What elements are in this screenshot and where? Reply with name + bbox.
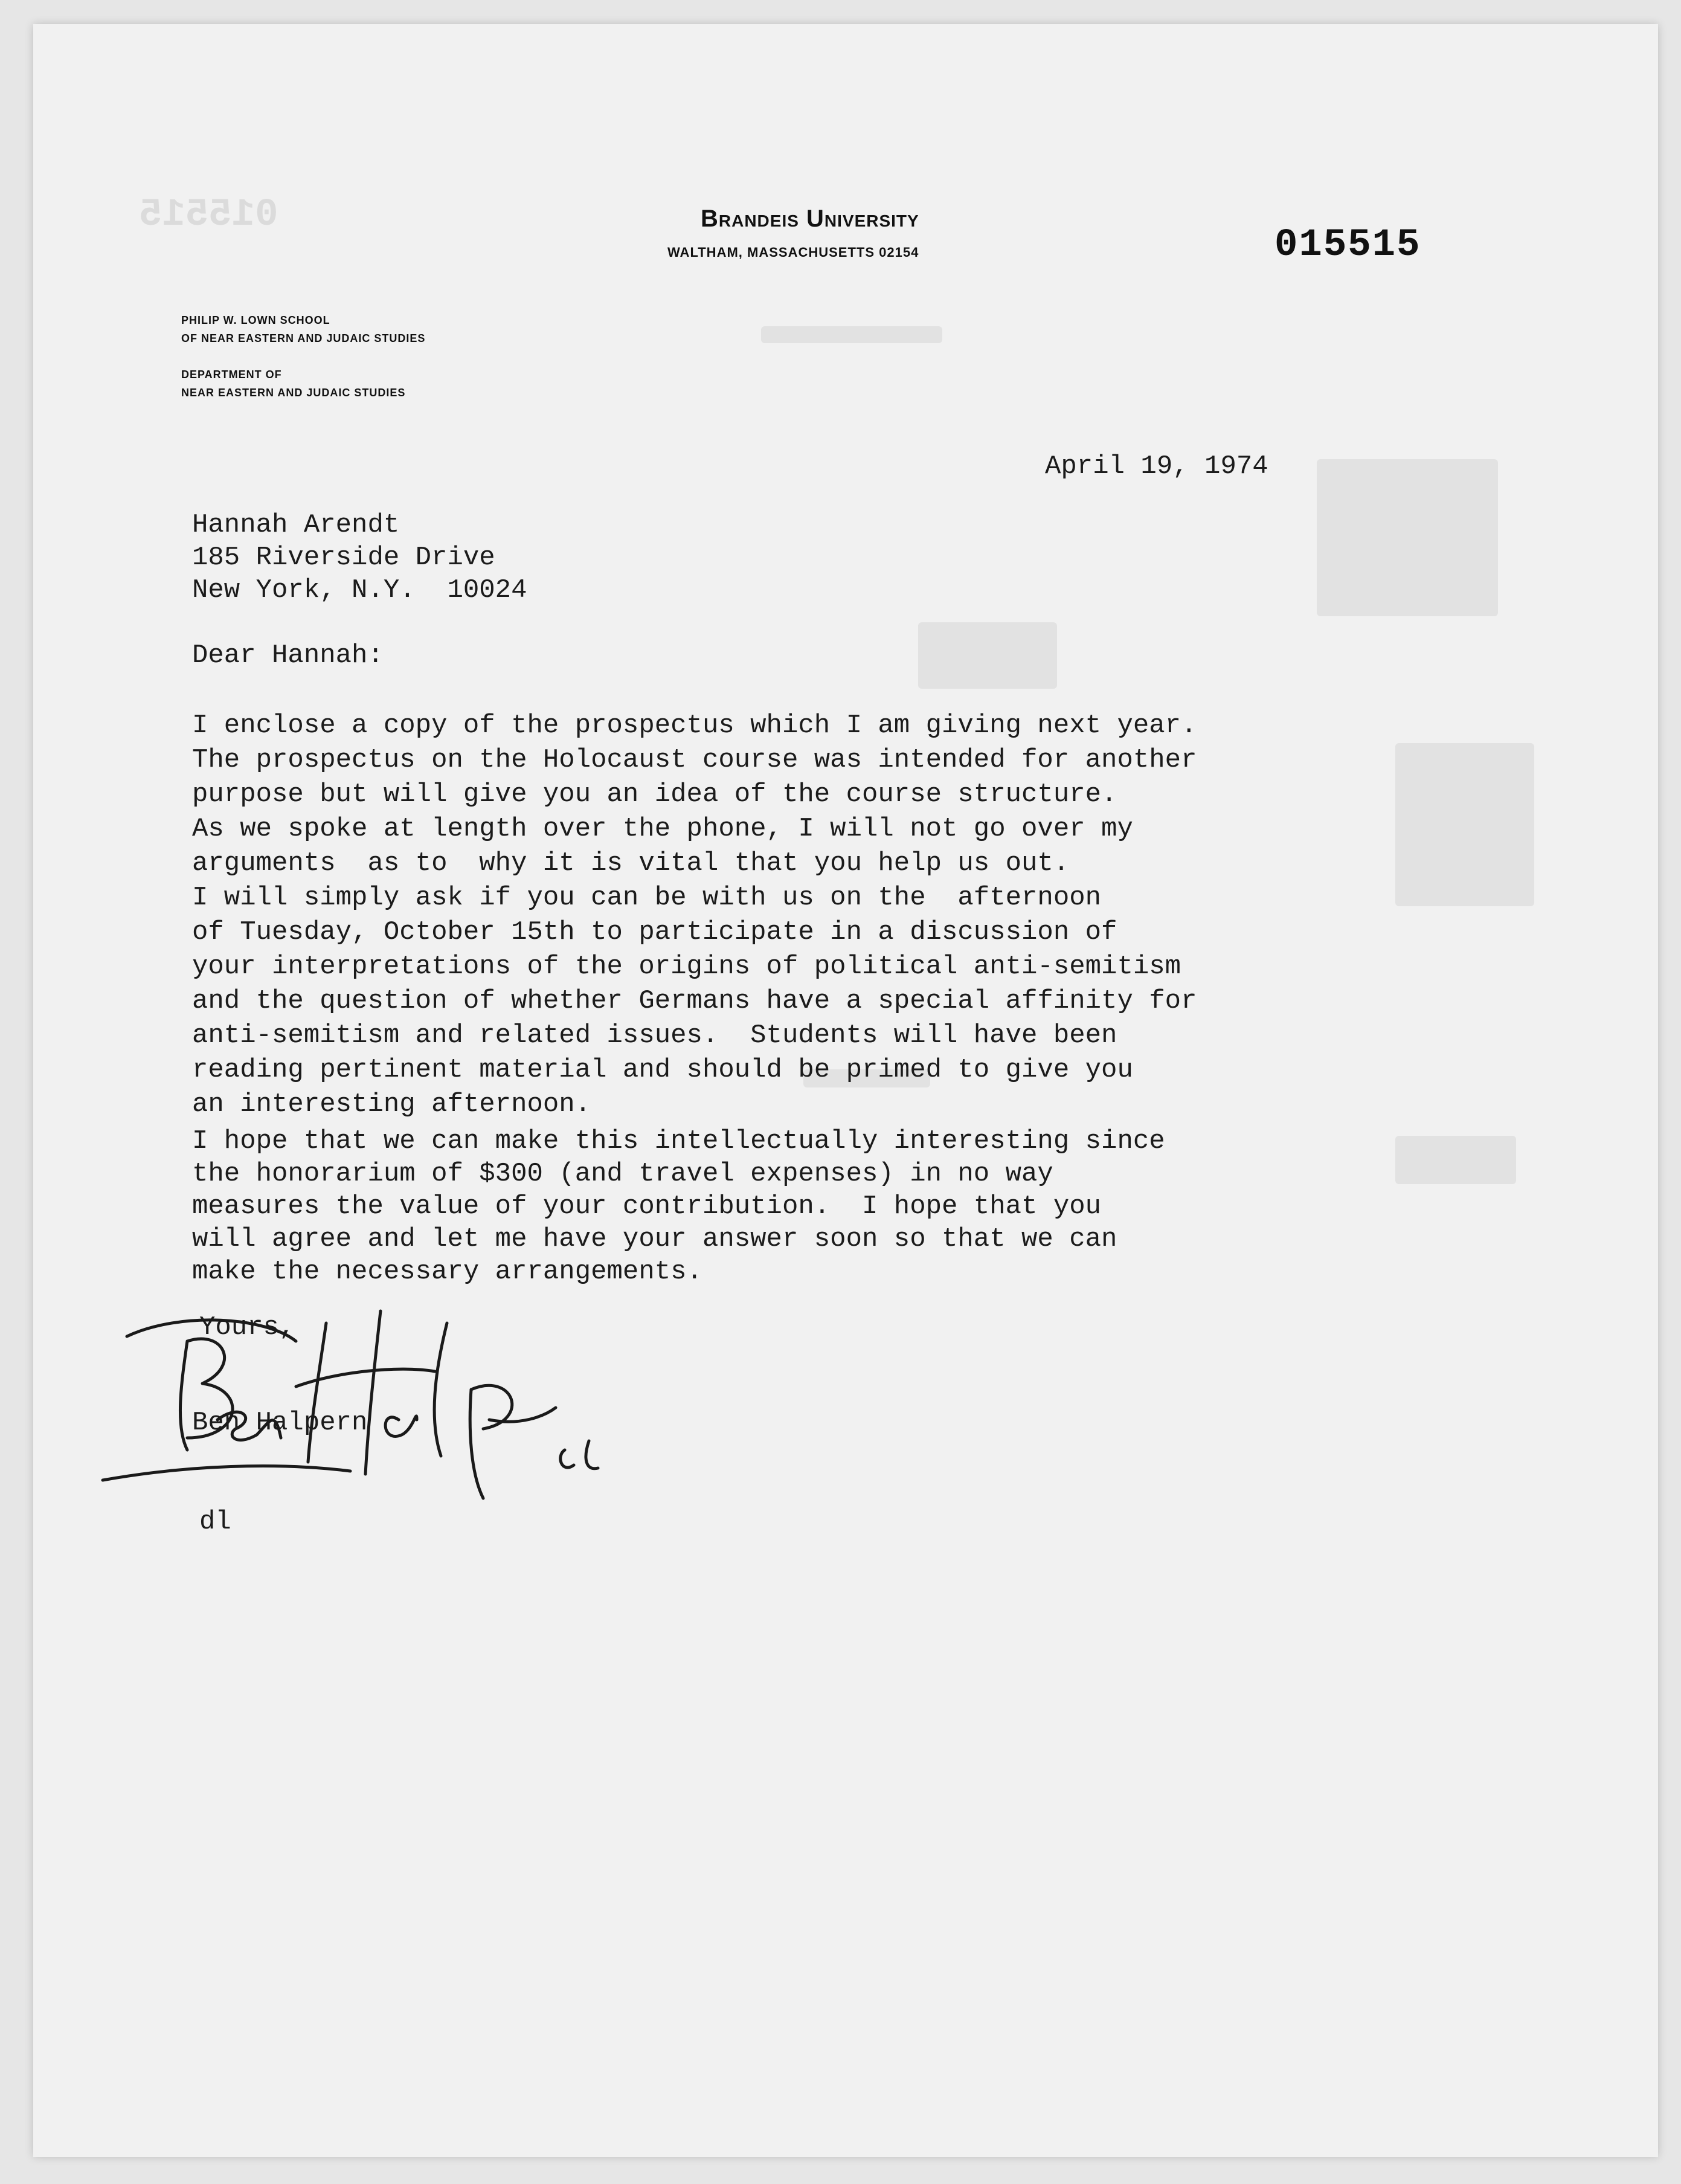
salutation: Dear Hannah: bbox=[192, 640, 384, 671]
bleed-through-mark bbox=[761, 326, 942, 343]
bleed-through-mark bbox=[1395, 1136, 1516, 1184]
letter-date: April 19, 1974 bbox=[1045, 451, 1268, 482]
recipient-city: New York, N.Y. 10024 bbox=[192, 575, 527, 605]
recipient-street: 185 Riverside Drive bbox=[192, 543, 495, 573]
body-paragraph-2 bbox=[192, 1125, 1165, 1288]
paragraph-line: I will simply ask if you can be with us on the afternoon bbox=[192, 883, 1102, 913]
paragraph-line: the honorarium of $300 (and travel expenses) in no way bbox=[192, 1159, 1053, 1189]
paragraph-line: purpose but will give you an idea of the course structure. bbox=[192, 779, 1117, 810]
bleed-through-mark bbox=[918, 622, 1057, 689]
bleed-through-mark bbox=[1317, 459, 1498, 616]
typist-initials: dl bbox=[199, 1507, 231, 1537]
letterhead-university: Brandeis University bbox=[701, 205, 919, 232]
letterhead-dept-line1: DEPARTMENT OF bbox=[181, 369, 282, 381]
document-number: 015515 bbox=[1274, 224, 1421, 267]
letterhead-dept-line2: NEAR EASTERN AND JUDAIC STUDIES bbox=[181, 387, 406, 399]
paragraph-line: will agree and let me have your answer soon so that we can bbox=[192, 1224, 1117, 1254]
paragraph-line: arguments as to why it is vital that you help us out. bbox=[192, 848, 1070, 878]
bleed-through-mark bbox=[1395, 743, 1534, 906]
closing: Yours, bbox=[199, 1312, 295, 1342]
paragraph-line: your interpretations of the origins of political anti-semitism bbox=[192, 952, 1181, 982]
handwritten-signature bbox=[97, 1299, 677, 1504]
paragraph-line: an interesting afternoon. bbox=[192, 1089, 591, 1119]
letterhead-city: WALTHAM, MASSACHUSETTS 02154 bbox=[667, 245, 919, 260]
letterhead-school-line2: OF NEAR EASTERN AND JUDAIC STUDIES bbox=[181, 332, 426, 344]
signer-name: Ben Halpern bbox=[192, 1408, 368, 1438]
paragraph-line: I enclose a copy of the prospectus which I am giving next year. bbox=[192, 710, 1197, 741]
paragraph-line: of Tuesday, October 15th to participate in a discussion of bbox=[192, 917, 1117, 947]
body-paragraph-1 bbox=[192, 709, 1197, 1122]
paragraph-line: make the necessary arrangements. bbox=[192, 1257, 702, 1287]
paragraph-line: anti-semitism and related issues. Students will have been bbox=[192, 1020, 1117, 1051]
recipient-name: Hannah Arendt bbox=[192, 510, 400, 540]
paragraph-line: I hope that we can make this intellectually interesting since bbox=[192, 1126, 1165, 1156]
bleed-through-number: 015515 bbox=[139, 193, 278, 237]
paragraph-line: measures the value of your contribution. I hope that you bbox=[192, 1191, 1102, 1222]
paragraph-line: and the question of whether Germans have a special affinity for bbox=[192, 986, 1197, 1016]
paragraph-line: The prospectus on the Holocaust course was intended for another bbox=[192, 745, 1197, 775]
recipient-address bbox=[192, 509, 527, 607]
letterhead-school-line1: PHILIP W. LOWN SCHOOL bbox=[181, 314, 330, 326]
paragraph-line: reading pertinent material and should be primed to give you bbox=[192, 1055, 1133, 1085]
paragraph-line: As we spoke at length over the phone, I will not go over my bbox=[192, 814, 1133, 844]
